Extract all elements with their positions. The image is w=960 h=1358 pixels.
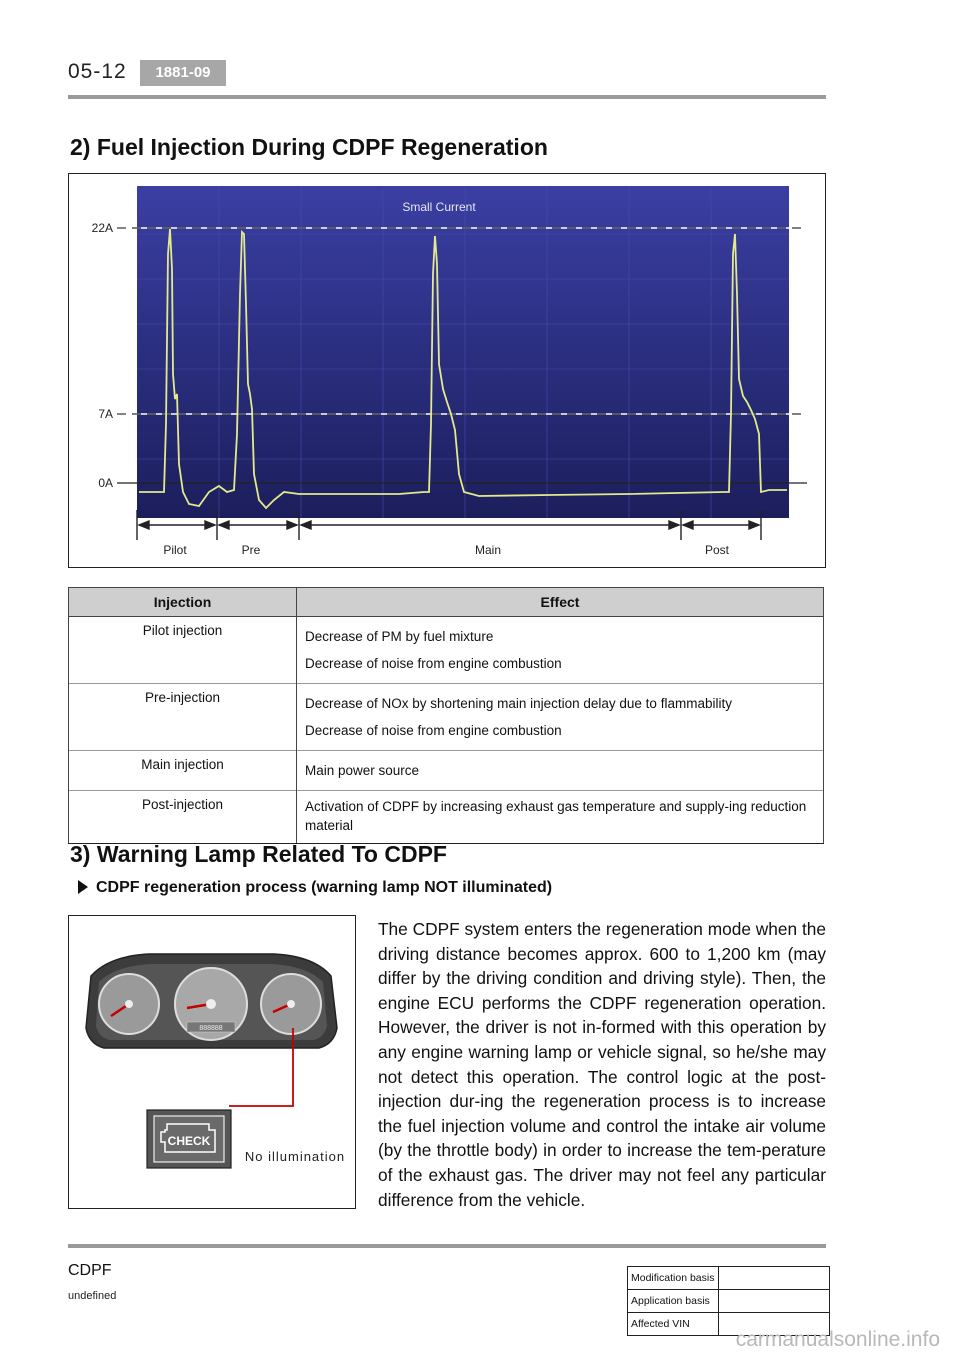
table-row — [69, 684, 824, 751]
watermark: carmanualsonline.info — [735, 1328, 940, 1351]
phase-pre-label: Pre — [241, 543, 261, 557]
phase-pilot-label: Pilot — [163, 543, 187, 557]
effect-line: Decrease of noise from engine combustion — [305, 656, 562, 671]
effect-line: Decrease of PM by fuel mixture — [305, 629, 494, 644]
instrument-cluster-figure — [68, 915, 356, 1209]
table-row — [69, 791, 824, 844]
application-basis-label: Application basis — [628, 1290, 719, 1313]
instrument-cluster-illustration — [69, 916, 354, 1207]
phase-post-label: Post — [704, 543, 730, 557]
injection-cell: Post-injection — [69, 791, 297, 844]
level-22a: 22A — [91, 221, 113, 235]
col-header-injection: Injection — [69, 588, 297, 617]
oscilloscope-waveform — [69, 174, 824, 566]
odometer-display: 888888 — [199, 1025, 223, 1032]
scope-screen-title: Small Current — [402, 200, 476, 214]
effect-line: Decrease of noise from engine combustion — [305, 723, 562, 738]
header-rule — [68, 95, 826, 99]
check-lamp-text: CHECK — [167, 1134, 211, 1148]
footer-subtitle: undefined — [68, 1290, 117, 1302]
injection-cell: Pre-injection — [69, 684, 297, 751]
table-row — [69, 751, 824, 791]
section-3-title: 3) Warning Lamp Related To CDPF — [70, 841, 447, 867]
level-0a: 0A — [98, 476, 113, 490]
doc-code-badge: 1881-09 — [140, 60, 226, 86]
footer-title: CDPF — [68, 1262, 112, 1279]
level-7a: 7A — [98, 407, 113, 421]
section-2-title: 2) Fuel Injection During CDPF Regeneration — [70, 134, 548, 160]
col-header-effect: Effect — [297, 588, 824, 617]
injection-effect-table — [68, 587, 824, 844]
modification-table — [627, 1266, 830, 1336]
no-illumination-label: No illumination — [244, 1149, 346, 1164]
injection-cell: Pilot injection — [69, 617, 297, 684]
injection-current-figure — [68, 173, 826, 568]
affected-vin-label: Affected VIN — [628, 1313, 719, 1336]
effect-line: Activation of CDPF by increasing exhaust gas temperature and supply-ing reduction material — [305, 799, 807, 833]
effect-line: Main power source — [305, 763, 420, 778]
modification-basis-label: Modification basis — [628, 1267, 719, 1290]
footer-rule — [68, 1244, 826, 1248]
body-paragraph: The CDPF system enters the regeneration mode when the driving distance becomes approx. 600 to 1,200 km (may differ by the driving condition and driving style). Then, the engine ECU performs the CDPF regeneration operation. However, the driver is not in-formed with this operation by any engine warning lamp or vehicle signal, so he/she may not detect this operation. The control logic at the post-injection dur-ing the regeneration process is to increase the fuel injection volume and control the intake air volume (by the throttle body) in order to increase the tem-perature of the exhaust gas. The driver may not feel any particular difference from the vehicle. — [378, 919, 826, 1210]
subheading — [78, 879, 552, 897]
phase-main-label: Main — [474, 543, 502, 557]
injection-cell: Main injection — [69, 751, 297, 791]
triangle-bullet-icon — [78, 880, 88, 894]
page-number: 05-12 — [68, 60, 127, 83]
subheading-text: CDPF regeneration process (warning lamp NOT illuminated) — [96, 879, 553, 896]
effect-line: Decrease of NOx by shortening main injection delay due to flammability — [305, 696, 732, 711]
table-row — [69, 617, 824, 684]
